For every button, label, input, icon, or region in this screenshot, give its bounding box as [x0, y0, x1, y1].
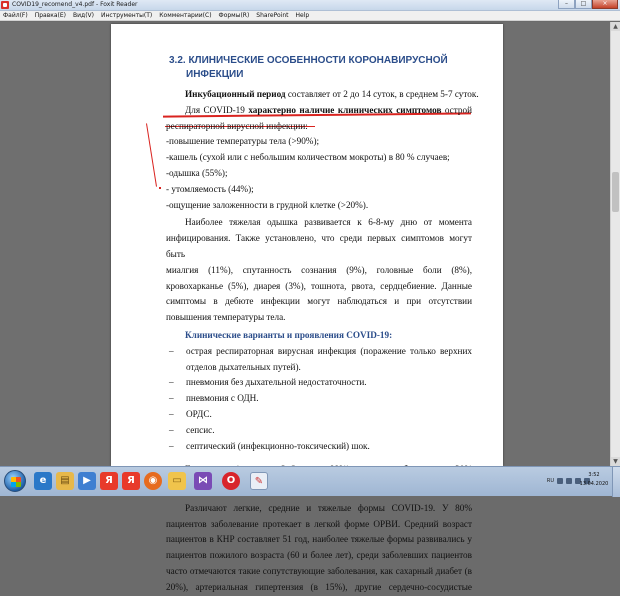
yandex-icon[interactable]: Я	[100, 472, 118, 490]
pdf-page	[111, 24, 503, 592]
scroll-down-arrow-icon[interactable]: ▼	[611, 457, 620, 466]
tray-icon[interactable]	[566, 478, 572, 484]
list-dash: –	[169, 408, 174, 419]
incubation-term: Инкубационный период	[185, 89, 286, 99]
clock[interactable]	[578, 471, 610, 489]
menu-file[interactable]: Файл(F)	[3, 11, 28, 19]
clock-time: 3:52	[588, 472, 600, 478]
dyspnea-line-last: повышения температуры тела.	[166, 312, 286, 323]
variant-item	[166, 375, 472, 391]
scroll-thumb[interactable]	[612, 172, 619, 212]
menu-comments[interactable]: Комментарии(C)	[159, 11, 212, 19]
firefox-icon[interactable]: ◉	[144, 472, 162, 490]
variant-text: острая респираторная вирусная инфекция (поражение только верхних	[186, 345, 472, 356]
variant-text: сепсис.	[186, 424, 215, 435]
covid-intro-bold: характерно наличие клинических симптомов	[248, 104, 442, 115]
minimize-button[interactable]: –	[558, 0, 575, 9]
window-controls	[558, 0, 618, 10]
variant-item	[166, 344, 472, 360]
clock-date: 13.04.2020	[579, 481, 609, 487]
show-desktop-button[interactable]	[612, 467, 620, 497]
symptom-item: -кашель (сухой или с небольшим количеством мокроты) в 80 % случаев;	[166, 152, 450, 163]
yandex2-icon[interactable]: Я	[122, 472, 140, 490]
list-dash: –	[169, 377, 174, 388]
menu-view[interactable]: Вид(V)	[73, 11, 94, 19]
list-dash: –	[169, 440, 174, 451]
foxit-app-icon	[1, 1, 9, 9]
foxit-icon[interactable]: ✎	[250, 472, 268, 490]
section-heading-line2: ИНФЕКЦИИ	[186, 69, 244, 80]
menu-sharepoint[interactable]: SharePoint	[256, 11, 289, 19]
menu-bar	[0, 11, 620, 21]
forms-line: пациентов заболевание протекает в легкой форме ОРВИ. Средний возраст	[166, 518, 472, 529]
variant-item	[166, 407, 472, 423]
variant-text: пневмония без дыхательной недостаточности.	[186, 377, 367, 388]
symptom-item: - утомляемость (44%);	[166, 183, 254, 194]
forms-line: пациентов пожилого возраста (60 и более лет), среди заболевших пациентов	[166, 550, 472, 561]
variant-continuation: отделов дыхательных путей).	[186, 361, 301, 372]
covid-symptoms-intro	[166, 103, 472, 119]
variant-text: ОРДС.	[186, 408, 212, 419]
list-dash: –	[169, 424, 174, 435]
forms-line: Различают легкие, средние и тяжелые формы COVID-19. У 80%	[185, 502, 472, 513]
menu-edit[interactable]: Правка(E)	[34, 11, 67, 19]
forms-line: пациентов в КНР составляет 51 год, наиболее тяжелые формы развивались у	[166, 534, 472, 545]
variant-text: септический (инфекционно-токсический) шок.	[186, 440, 370, 451]
incubation-paragraph	[166, 87, 479, 103]
dyspnea-line: инфицирования. Также установлено, что среди первых симптомов могут быть	[166, 233, 472, 259]
dyspnea-line: Наиболее тяжелая одышка развивается к 6-8-му дню от момента	[185, 217, 472, 228]
visual-studio-icon[interactable]: ⋈	[194, 472, 212, 490]
dyspnea-line: миалгия (11%), спутанность сознания (9%), головные боли (8%),	[166, 264, 472, 275]
document-text	[166, 87, 479, 596]
menu-help[interactable]: Help	[295, 11, 310, 19]
covid-intro-line2: респираторной вирусной инфекции:	[166, 120, 308, 131]
system-tray	[492, 470, 590, 492]
ie-icon[interactable]: e	[34, 472, 52, 490]
forms-line: часто отмечаются такие сопутствующие заболевания, как сахарный диабет (в	[166, 565, 472, 576]
dyspnea-line: кровохарканье (5%), диарея (3%), тошнота, рвота, сердцебиение. Данные	[166, 280, 472, 291]
maximize-button[interactable]: □	[575, 0, 592, 9]
covid-intro-pre: Для COVID-19	[185, 104, 249, 115]
variant-item	[166, 423, 472, 439]
dyspnea-line: симптомы в дебюте инфекции могут наблюдаться и при отсутствии	[166, 296, 472, 307]
forms-line: 20%), артериальная гипертензия (в 15%), другие сердечно-сосудистые	[166, 581, 472, 592]
section-heading	[169, 54, 469, 82]
symptom-item: -одышка (55%);	[166, 167, 228, 178]
folder-icon[interactable]: ▭	[168, 472, 186, 490]
close-button[interactable]: ×	[592, 0, 618, 9]
vertical-scrollbar[interactable]	[610, 22, 620, 466]
variants-heading: Клинические варианты и проявления COVID-19:	[185, 329, 393, 340]
list-dash: –	[169, 393, 174, 404]
annotation-dot	[159, 187, 161, 189]
media-icon[interactable]: ▶	[78, 472, 96, 490]
taskbar	[0, 466, 620, 496]
incubation-text: составляет от 2 до 14 суток, в среднем 5-7 суток.	[285, 89, 479, 99]
variant-item	[166, 439, 472, 455]
window-title: COVID19_recomend_v4.pdf - Foxit Reader	[12, 1, 138, 8]
variant-item	[166, 391, 472, 407]
symptom-item: -повышение температуры тела (>90%);	[166, 136, 320, 147]
scroll-up-arrow-icon[interactable]: ▲	[611, 22, 620, 31]
menu-forms[interactable]: Формы(R)	[218, 11, 250, 19]
covid-intro-post: острой	[441, 104, 472, 115]
list-dash: –	[169, 345, 174, 356]
language-indicator[interactable]: RU	[546, 478, 554, 484]
opera-icon[interactable]: O	[222, 472, 240, 490]
title-bar	[0, 0, 620, 11]
explorer-icon[interactable]: ▤	[56, 472, 74, 490]
tray-icon[interactable]	[557, 478, 563, 484]
annotation-margin-line	[146, 123, 157, 186]
symptom-item: -ощущение заложенности в грудной клетке (>20%).	[166, 199, 369, 210]
variant-text: пневмония с ОДН.	[186, 393, 259, 404]
start-button[interactable]	[4, 470, 26, 492]
section-heading-line1: 3.2. КЛИНИЧЕСКИЕ ОСОБЕННОСТИ КОРОНАВИРУСНОЙ	[169, 55, 448, 66]
menu-tools[interactable]: Инструменты(T)	[100, 11, 153, 19]
